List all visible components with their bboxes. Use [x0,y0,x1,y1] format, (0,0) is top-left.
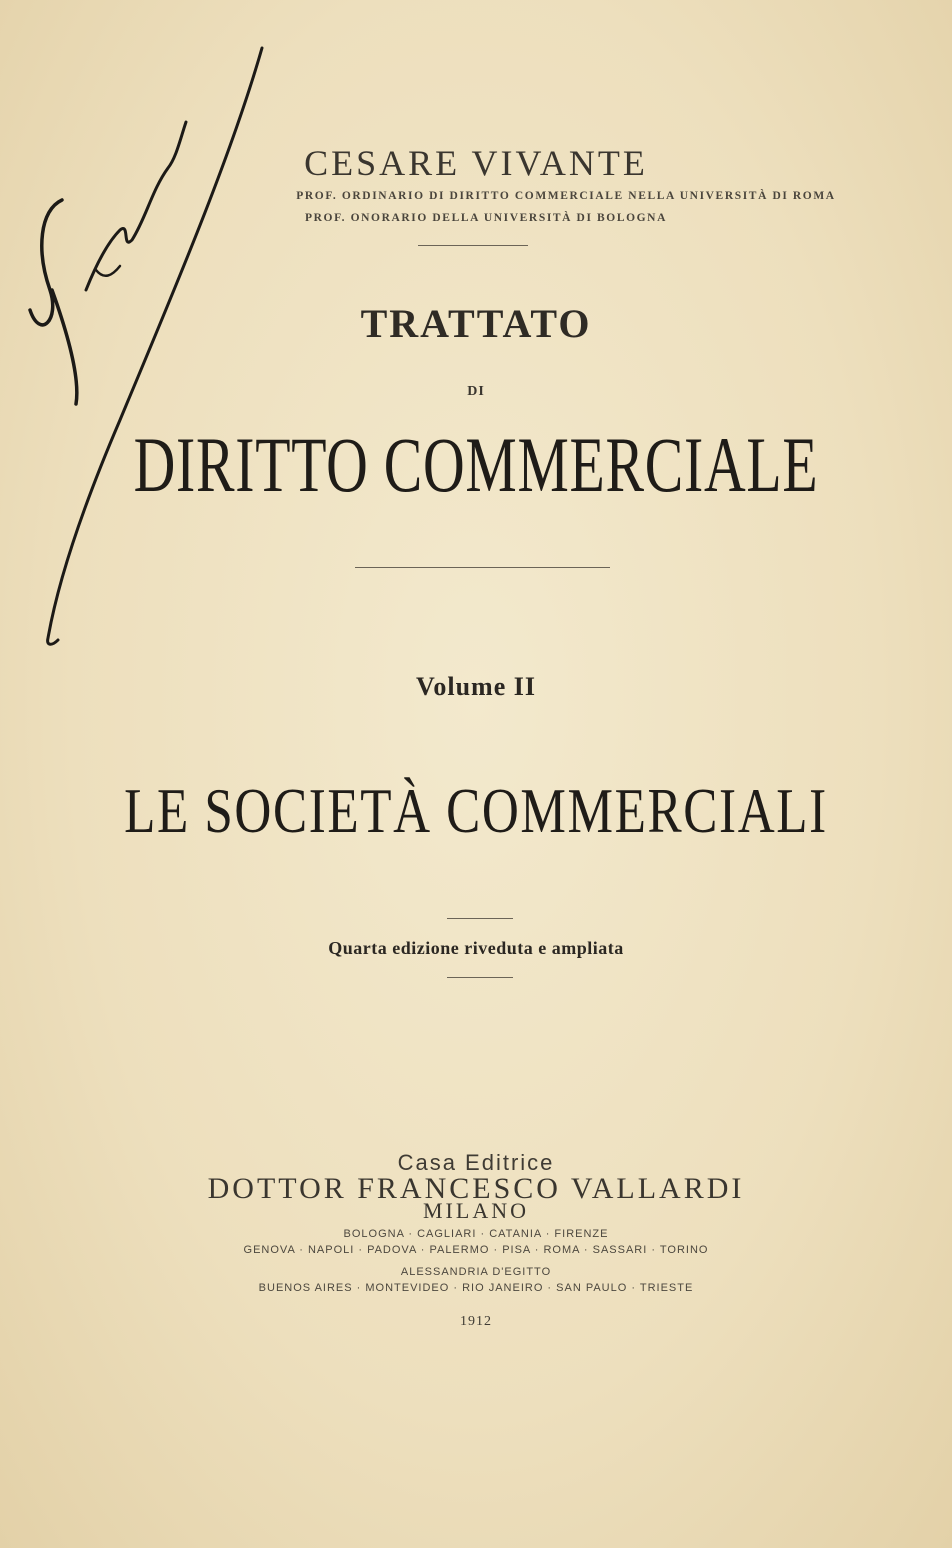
author-name: CESARE VIVANTE [304,143,648,183]
branch-list: BUENOS AIRES · MONTEVIDEO · RIO JANEIRO · SAN PAULO · TRIESTE [258,1282,694,1294]
branch-list: GENOVA · NAPOLI · PADOVA · PALERMO · PISA · ROMA · SASSARI · TORINO [243,1244,709,1256]
divider [418,245,528,246]
edition-note: Quarta edizione riveduta e ampliata [328,938,624,958]
publisher-name: DOTTOR FRANCESCO VALLARDI [207,1172,745,1205]
main-title: DIRITTO COMMERCIALE [133,421,819,508]
publication-year: 1912 [460,1314,492,1329]
publisher-label: Casa Editrice [397,1150,555,1175]
title-line-1: TRATTATO [360,301,592,346]
author-affiliation-1: PROF. ORDINARIO DI DIRITTO COMMERCIALE NELLA UNIVERSITÀ DI ROMA [296,190,836,202]
publisher-city: MILANO [423,1198,529,1223]
author-affiliation-2: PROF. ONORARIO DELLA UNIVERSITÀ DI BOLOGNA [305,212,667,224]
divider [447,977,513,978]
divider [355,567,610,568]
branch-list: ALESSANDRIA D'EGITTO [400,1266,552,1278]
subject-title: LE SOCIETÀ COMMERCIALI [124,775,828,846]
handwritten-signature [0,40,280,660]
branch-list: BOLOGNA · CAGLIARI · CATANIA · FIRENZE [343,1228,609,1240]
divider [447,918,513,919]
title-line-2: DI [467,384,485,399]
volume-label: Volume II [415,672,536,701]
